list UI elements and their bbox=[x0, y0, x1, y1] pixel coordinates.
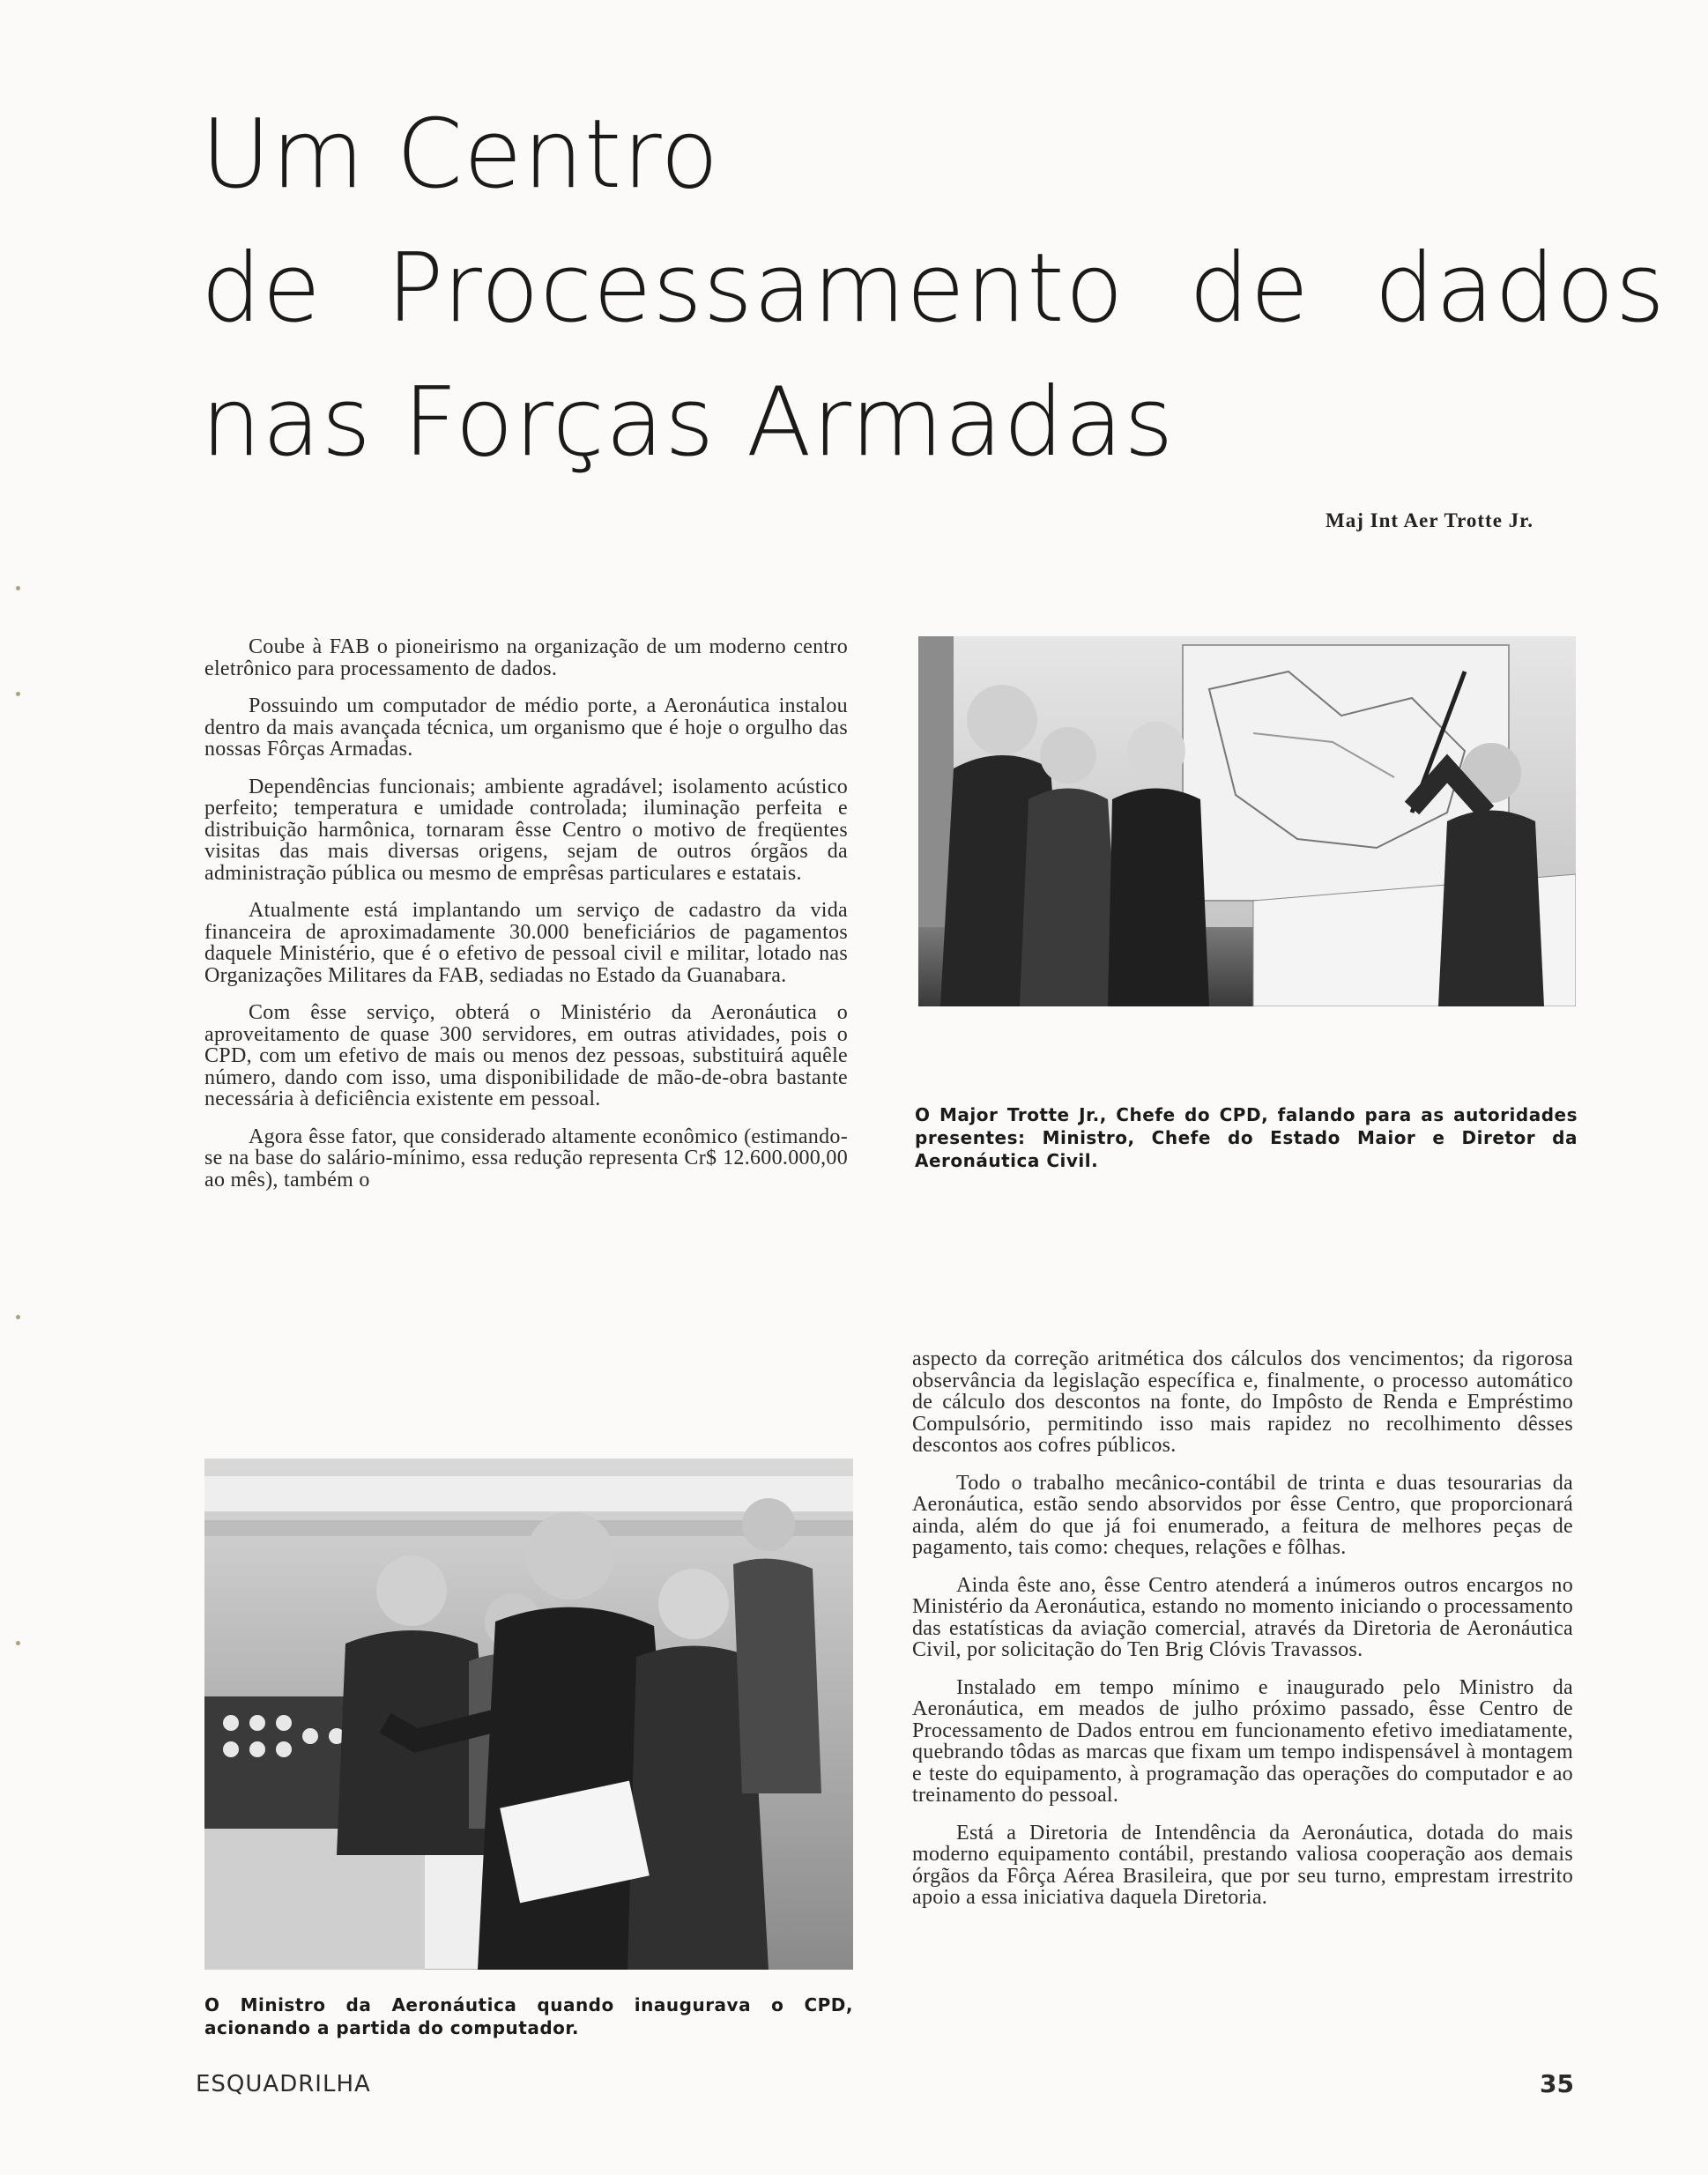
title-line-2: de Processamento de dados bbox=[201, 234, 1667, 344]
paragraph: Atualmente está implantando um serviço de cadastro da vida financeira de aproximadamente 30.000 beneficiários de pagamentos daquele Ministério, que é o efetivo de pessoal civil e militar, lotado nas Organizações Militares da FAB, sediadas no Estado da Guanabara. bbox=[204, 899, 848, 987]
title-line-3: nas Forças Armadas bbox=[201, 367, 1175, 478]
photo-briefing-caption: O Major Trotte Jr., Chefe do CPD, falando para as autoridades presentes: Ministro, Chefe do Estado Maior e Diretor da Aeronáutica Civil. bbox=[915, 1104, 1578, 1171]
photo-briefing-image bbox=[918, 636, 1576, 1006]
photo-inauguration-image bbox=[204, 1459, 853, 1970]
paragraph: Instalado em tempo mínimo e inaugurado pelo Ministro da Aeronáutica, em meados de julho próximo passado, êsse Centro de Processamento de Dados entrou em funcionamento efetivo imediatamente, quebrando tôdas as marcas que fixam um tempo indispensável à montagem e teste do equipamento, à programação das operações do computador e ao treinamento do pessoal. bbox=[912, 1675, 1573, 1807]
paragraph: aspecto da correção aritmética dos cálculos dos vencimentos; da rigorosa observância da legislação específica e, finalmente, o processo automático de cálculo dos descontos na fonte, do Impôsto de Renda e Empréstimo Compulsório, permitindo isso mais rapidez no recolhimento dêsses descontos aos cofres públicos. bbox=[912, 1347, 1573, 1457]
photo-briefing bbox=[918, 636, 1576, 1006]
paragraph: Com êsse serviço, obterá o Ministério da Aeronáutica o aproveitamento de quase 300 servidores, em outras atividades, pois o CPD, com um efetivo de mais ou menos dez pessoas, substituirá aquêle número, dando com isso, uma disponibilidade de mão-de-obra bastante necessária à deficiência existente em pessoal. bbox=[204, 1001, 848, 1110]
binding-edge-marks bbox=[16, 0, 26, 2175]
paragraph: Ainda êste ano, êsse Centro atenderá a inúmeros outros encargos no Ministério da Aeronáutica, estando no momento iniciando o processamento das estatísticas da aviação comercial, através da Diretoria de Aeronáutica Civil, por solicitação do Ten Brig Clóvis Travassos. bbox=[912, 1573, 1573, 1661]
magazine-name: ESQUADRILHA bbox=[196, 2071, 371, 2097]
author-byline: Maj Int Aer Trotte Jr. bbox=[1326, 509, 1533, 531]
paragraph: Coube à FAB o pioneirismo na organização de um moderno centro eletrônico para processamento de dados. bbox=[204, 635, 848, 680]
paragraph: Está a Diretoria de Intendência da Aeronáutica, dotada do mais moderno equipamento contábil, prestando valiosa cooperação aos demais órgãos da Fôrça Aérea Brasileira, que por seu turno, emprestam irrestrito apoio a essa iniciativa daquela Diretoria. bbox=[912, 1821, 1573, 1909]
paragraph: Agora êsse fator, que considerado altamente econômico (estimando-se na base do salário-mínimo, essa redução representa Cr$ 12.600.000,00 ao mês), também o bbox=[204, 1125, 848, 1191]
paragraph: Todo o trabalho mecânico-contábil de trinta e duas tesourarias da Aeronáutica, estão sendo absorvidos por êsse Centro, que proporcionará ainda, além do que já foi enumerado, a feitura de melhores peças de pagamento, tais como: cheques, relações e fôlhas. bbox=[912, 1471, 1573, 1559]
paragraph: Dependências funcionais; ambiente agradável; isolamento acústico perfeito; temperatura e umidade controlada; iluminação perfeita e distribuição harmônica, tornaram êsse Centro o motivo de freqüentes visitas das mais diversas origens, sejam de outros órgãos da administração pública ou mesmo de emprêsas particulares e estatais. bbox=[204, 775, 848, 885]
paragraph: Possuindo um computador de médio porte, a Aeronáutica instalou dentro da mais avançada técnica, um organismo que é hoje o orgulho das nossas Fôrças Armadas. bbox=[204, 694, 848, 761]
page-number: 35 bbox=[1540, 2069, 1574, 2098]
right-text-column bbox=[912, 1348, 1573, 1925]
left-text-column bbox=[204, 636, 848, 1206]
photo-inauguration bbox=[204, 1459, 853, 1970]
photo-inauguration-caption: O Ministro da Aeronáutica quando inaugurava o CPD, acionando a partida do computador. bbox=[204, 1994, 853, 2038]
article-title bbox=[201, 88, 1667, 490]
title-line-1: Um Centro bbox=[201, 100, 720, 210]
